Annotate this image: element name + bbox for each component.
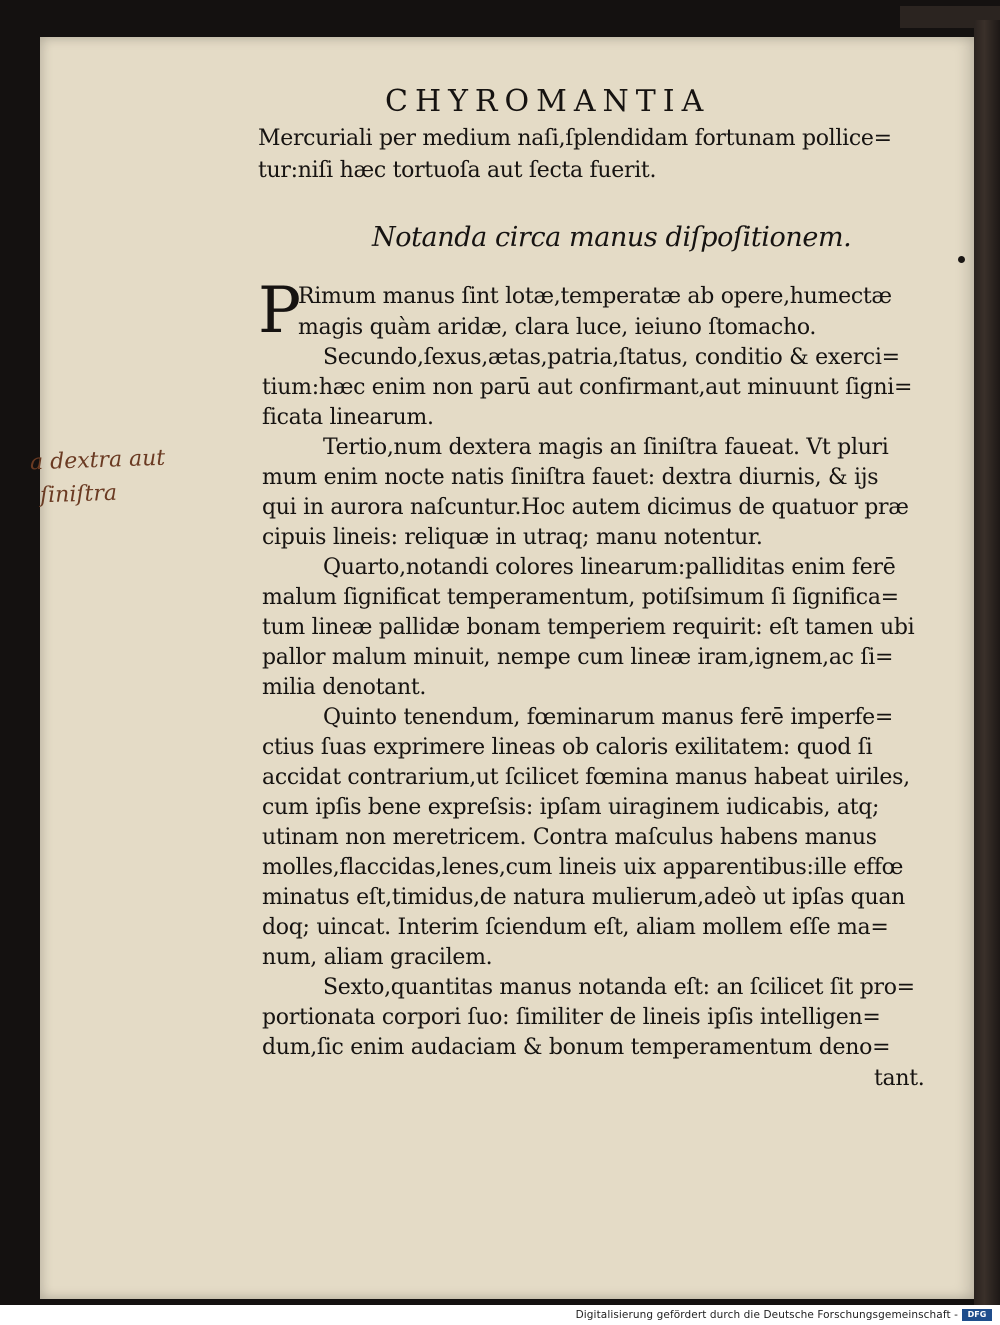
dropcap: P [258, 274, 302, 348]
text-line: magis quàm aridæ, clara luce, ieiuno ſtomacho. [298, 315, 817, 340]
text-line: Quarto,notandi colores linearum:palliditas enim ferē [323, 555, 896, 580]
ink-spot [958, 256, 965, 263]
book-edge-right [974, 20, 1000, 1305]
text-line: tum lineæ pallidæ bonam temperiem requirit: eſt tamen ubi [262, 615, 915, 640]
text-line: Tertio,num dextera magis an ſiniſtra faueat. Vt pluri [323, 435, 889, 460]
section-heading: Notanda circa manus diſpoſitionem. [372, 222, 852, 253]
text-line: qui in aurora naſcuntur.Hoc autem dicimus de quatuor præ [262, 495, 909, 520]
text-line: doq; uincat. Interim ſciendum eſt, aliam mollem eſſe ma= [262, 915, 889, 940]
footer-credit: Digitalisierung gefördert durch die Deutsche Forschungsgemeinschaft - [575, 1309, 958, 1321]
text-line: ficata linearum. [262, 405, 434, 430]
text-line: accidat contrarium,ut ſcilicet fœmina manus habeat uiriles, [262, 765, 910, 790]
text-line: cum ipſis bene expreſsis: ipſam uiraginem iudicabis, atq; [262, 795, 880, 820]
text-line: dum,ſic enim audaciam & bonum temperamentum deno= [262, 1035, 891, 1060]
text-line: portionata corpori ſuo: ſimiliter de lineis ipſis intelligen= [262, 1005, 881, 1030]
text-line: cipuis lineis: reliquæ in utraq; manu notentur. [262, 525, 763, 550]
text-line: tium:hæc enim non parū aut confirmant,aut minuunt ſigni= [262, 375, 913, 400]
text-line: Rimum manus ſint lotæ,temperatæ ab opere,humectæ [298, 284, 892, 309]
marginal-note: ſiniſtra [39, 480, 118, 509]
running-title: CHYROMANTIA [385, 84, 711, 119]
text-line: tur:niſi hæc tortuoſa aut ſecta fuerit. [258, 158, 657, 183]
text-line: ctius ſuas exprimere lineas ob caloris exilitatem: quod ſi [262, 735, 873, 760]
dfg-logo-icon: DFG [962, 1309, 992, 1321]
text-line: mum enim nocte natis ſiniſtra fauet: dextra diurnis, & ijs [262, 465, 879, 490]
text-line: tant. [874, 1066, 925, 1091]
footer-bar [0, 1305, 1000, 1325]
text-line: milia denotant. [262, 675, 427, 700]
text-line: Quinto tenendum, fœminarum manus ferē imperfe= [323, 705, 894, 730]
text-line: pallor malum minuit, nempe cum lineæ iram,ignem,ac ſi= [262, 645, 894, 670]
text-line: Sexto,quantitas manus notanda eſt: an ſcilicet ſit pro= [323, 975, 915, 1000]
text-line: Mercuriali per medium naſi,ſplendidam fortunam pollice= [258, 126, 892, 151]
text-line: Secundo,ſexus,ætas,patria,ſtatus, conditio & exerci= [323, 345, 900, 370]
text-line: num, aliam gracilem. [262, 945, 493, 970]
text-line: malum ſignificat temperamentum, potiſsimum ſi ſignifica= [262, 585, 899, 610]
text-line: molles,flaccidas,lenes,cum lineis uix apparentibus:ille effœ [262, 855, 904, 880]
marginal-note: a dextra aut [29, 445, 166, 476]
text-line: minatus eſt,timidus,de natura mulierum,adeò ut ipſas quan [262, 885, 906, 910]
text-line: utinam non meretricem. Contra maſculus habens manus [262, 825, 877, 850]
